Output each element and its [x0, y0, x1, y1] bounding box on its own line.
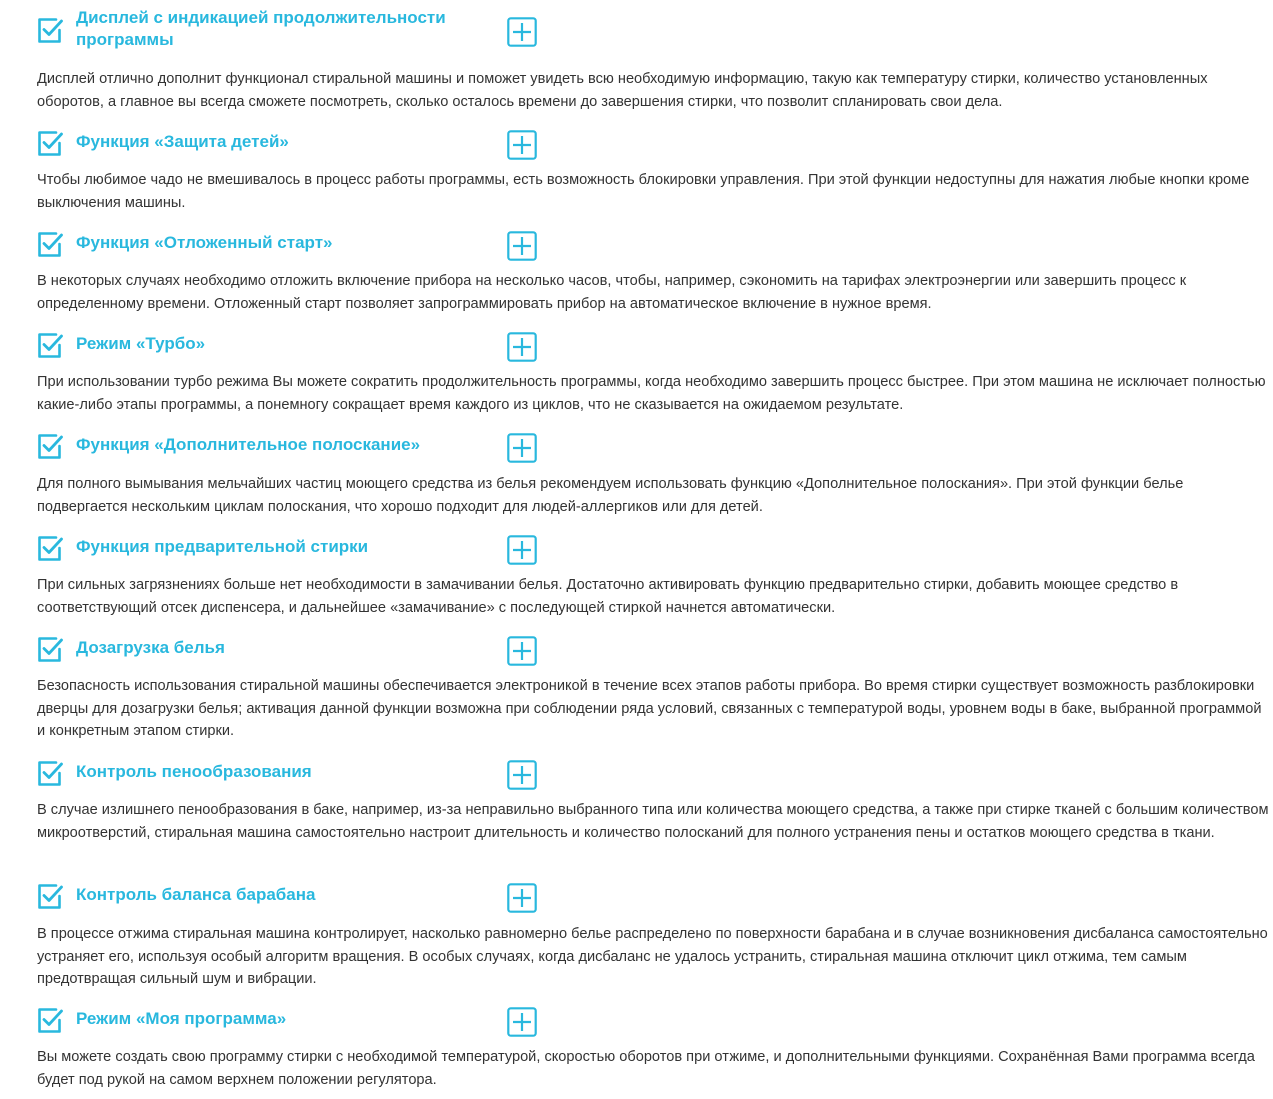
checkbox-checked-icon: [36, 883, 63, 910]
feature-title: Функция «Отложенный старт»: [76, 233, 333, 252]
feature-title: Режим «Моя программа»: [76, 1009, 287, 1028]
feature-title: Контроль пенообразования: [76, 762, 312, 781]
checkbox-checked-icon: [36, 231, 63, 258]
feature-title: Дисплей с индикацией продолжительности программы: [76, 8, 446, 49]
feature-description: Безопасность использования стиральной машины обеспечивается электроникой в течение всех этапов работы прибора. Во время стирки существует возможность разблокировки дверцы для дозагрузки белья; активация данной функции возможна при соблюдении ряда условий, связанных с температурой воды, уровнем воды в баке, выбранной программой и конкретным этапом стирки.: [37, 678, 1262, 740]
feature-description: Чтобы любимое чадо не вмешивалось в процесс работы программы, есть возможность блокировки управления. При этой функции недоступны для нажатия любые кнопки кроме выключения машины.: [37, 172, 1250, 211]
feature-description: Вы можете создать свою программу стирки с необходимой температурой, скоростью оборотов при отжиме, и дополнительными функциями. Сохранённая Вами программа всегда будет под рукой на самом верхнем положении регулятора.: [37, 1049, 1255, 1088]
feature-description: При сильных загрязнениях больше нет необходимости в замачивании белья. Достаточно активировать функцию предварительно стирки, добавить моющее средство в соответствующий отсек диспенсера, и дальнейшее «замачивание» с последующей стиркой начнется автоматически.: [37, 577, 1179, 616]
checkbox-checked-icon: [36, 760, 63, 787]
plus-square-icon[interactable]: [507, 130, 537, 160]
checkbox-checked-icon: [36, 535, 63, 562]
feature-title: Функция «Дополнительное полоскание»: [76, 435, 421, 454]
feature-title: Режим «Турбо»: [76, 334, 206, 353]
feature-title: Дозагрузка белья: [76, 638, 225, 657]
feature-description: При использовании турбо режима Вы можете сократить продолжительность программы, когда необходимо завершить процесс быстрее. При этом машина не исключает полностью какие-либо этапы программы, а понемногу сокращает время каждого из циклов, что не сказывается на ожидаемом результате.: [37, 374, 1266, 413]
checkbox-checked-icon: [36, 130, 63, 157]
checkbox-checked-icon: [36, 17, 63, 44]
feature-description: В процессе отжима стиральная машина контролирует, насколько равномерно белье распределено по поверхности барабана и в случае возникновения дисбаланса самостоятельно устраняет его, используя особый алгоритм вращения. В особых случаях, когда дисбаланс не удалось устранить, стиральная машина отключит цикл отжима, тем самым предотвращая сильный шум и вибрации.: [37, 926, 1268, 988]
feature-description: В некоторых случаях необходимо отложить включение прибора на несколько часов, чтобы, например, сэкономить на тарифах электроэнергии или завершить процесс к определенному времени. Отложенный старт позволяет запрограммировать прибор на автоматическое включение в нужное время.: [37, 273, 1187, 312]
plus-square-icon[interactable]: [507, 231, 537, 261]
feature-description: В случае излишнего пенообразования в баке, например, из-за неправильно выбранного типа или количества моющего средства, а также при стирке тканей с большим количеством микроотверстий, стиральная машина самостоятельно настроит длительность и количество полосканий для полного устранения пены и остатков моющего средства в ткани.: [37, 802, 1269, 841]
feature-title: Контроль баланса барабана: [76, 885, 316, 904]
checkbox-checked-icon: [36, 636, 63, 663]
plus-square-icon[interactable]: [507, 332, 537, 362]
checkbox-checked-icon: [36, 1007, 63, 1034]
plus-square-icon[interactable]: [507, 760, 537, 790]
feature-title: Функция предварительной стирки: [76, 537, 369, 556]
plus-square-icon[interactable]: [507, 433, 537, 463]
plus-square-icon[interactable]: [507, 883, 537, 913]
plus-square-icon[interactable]: [507, 535, 537, 565]
feature-description: Для полного вымывания мельчайших частиц моющего средства из белья рекомендуем использовать функцию «Дополнительное полоскания». При этой функции белье подвергается нескольким циклам полоскания, что хорошо подходит для людей-аллергиков или для детей.: [37, 476, 1184, 515]
checkbox-checked-icon: [36, 332, 63, 359]
plus-square-icon[interactable]: [507, 636, 537, 666]
plus-square-icon[interactable]: [507, 17, 537, 47]
feature-title: Функция «Защита детей»: [76, 132, 289, 151]
plus-square-icon[interactable]: [507, 1007, 537, 1037]
checkbox-checked-icon: [36, 433, 63, 460]
feature-description: Дисплей отлично дополнит функционал стиральной машины и поможет увидеть всю необходимую информацию, такую как температуру стирки, количество установленных оборотов, а главное вы всегда сможете посмотреть, сколько осталось времени до завершения стирки, что позволит спланировать свои дела.: [37, 71, 1208, 110]
